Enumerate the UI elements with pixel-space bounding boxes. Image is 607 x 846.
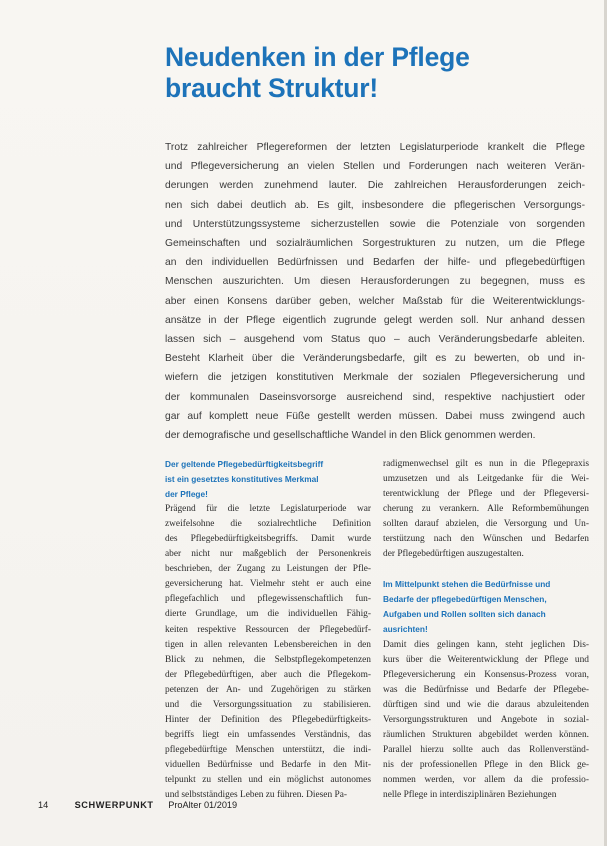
- body-line: umzusetzen und als Leitgedanke für die Wei-: [383, 474, 589, 485]
- body-line: tigen in allen relevanten Lebensbereichen in den: [165, 639, 371, 650]
- body-line: keiten respektive Ressourcen der Pflegebedürf-: [165, 624, 371, 635]
- body-line: beschrieben, der Zugang zu Leistungen der Pfle-: [165, 564, 371, 575]
- intro-line: ansätze in der Pflege eigentlich zugrunde gelegt werden soll. Nur anhand dessen: [165, 314, 585, 326]
- title-line: braucht Struktur!: [165, 73, 379, 103]
- body-line: pflegebedürftige Menschen unterstützt, die indi-: [165, 744, 371, 755]
- title-line: Neudenken in der Pflege: [165, 42, 470, 72]
- body-text-right-1: [383, 457, 589, 562]
- right-column: [383, 457, 589, 803]
- body-line: terentwicklung der Pflege und der Pflegeversi-: [383, 489, 589, 500]
- section-heading-right: [383, 577, 589, 637]
- body-line: der Pflegebedürftigen, aber auch die Pflegekom-: [165, 669, 371, 680]
- body-line: terstützung nach den Wünschen und Bedarfen: [383, 534, 589, 545]
- body-line: was die Bedürfnisse und Bedarfe der Pflegebe-: [383, 684, 589, 695]
- body-text-left: [165, 502, 371, 803]
- body-line: dürftigen sind und wie die daraus abzuleitenden: [383, 699, 589, 710]
- body-text-right-2: [383, 638, 589, 804]
- body-line: telpunkt zu stellen und ein möglichst autonomes: [165, 774, 371, 785]
- paragraph-gap: [383, 562, 589, 577]
- heading-line: der Pflege!: [165, 489, 208, 500]
- body-line: Damit dies gelingen kann, steht jeglichen Dis-: [383, 639, 589, 650]
- body-line: pflegefachlich und pflegewissenschaftlich fun-: [165, 594, 371, 605]
- body-line: zweifelsohne die sozialrechtliche Definition: [165, 519, 371, 530]
- intro-line: Besteht Klarheit über die Veränderungsbedarfe, gilt es zu bewerten, ob und in-: [165, 353, 585, 365]
- body-line: des Pflegebedürftigkeitsbegriffs. Damit wurde: [165, 534, 371, 545]
- intro-line: derungen werden zunehmend lauter. Die zahlreichen Herausforderungen zeich-: [165, 180, 585, 192]
- intro-line: der kommunalen Daseinsvorsorge ausreichend sind, respektive nachjustiert oder: [165, 391, 585, 403]
- body-line: kurs über die Weiterentwicklung der Pflege und: [383, 654, 589, 665]
- body-line: radigmenwechsel gilt es nun in die Pflegepraxis: [383, 459, 589, 469]
- section-name: SCHWERPUNKT: [74, 800, 154, 810]
- body-line: und die Versorgungssituation zu stabilisieren.: [165, 699, 371, 710]
- issue-label: ProAlter 01/2019: [168, 800, 238, 810]
- intro-line: nen sich dabei deutlich ab. Es gilt, insbesondere die pflegerischen Versorgungs-: [165, 199, 585, 211]
- body-line: cherung zu verankern. Alle Reformbemühungen: [383, 504, 589, 515]
- intro-line: und Pflegeversicherung an vielen Stellen und Forderungen nach weiteren Verän-: [165, 161, 585, 173]
- body-line: viduellen Bedürfnisse und Bedarfe in den Mit-: [165, 759, 371, 770]
- body-line: sollten darauf abzielen, die Versorgung und Un-: [383, 519, 589, 530]
- intro-line: an den individuellen Bedürfnissen und Bedarfen der hilfe- und pflegebedürftigen: [165, 257, 585, 269]
- heading-line: Im Mittelpunkt stehen die Bedürfnisse und: [383, 579, 551, 590]
- intro-line: wiefern die jetzigen konstitutiven Merkmale der sozialen Pflegeversicherung und: [165, 372, 585, 384]
- page-number: 14: [38, 800, 49, 810]
- intro-line: aber einen Konsens darüber geben, welcher Maßstab für die Weiterentwicklungs-: [165, 295, 585, 307]
- heading-line: Bedarfe der pflegebedürftigen Menschen,: [383, 594, 547, 605]
- heading-line: ausrichten!: [383, 624, 428, 635]
- body-line: Blick zu nehmen, die Selbstpflegekompetenzen: [165, 654, 371, 665]
- body-line: begriffs liegt ein umfassendes Verständnis, das: [165, 729, 371, 740]
- intro-line: Trotz zahlreicher Pflegereformen der letzten Legislaturperiode krankelt die Pflege: [165, 142, 585, 153]
- body-line: nis der professionellen Pflege in den Blick ge-: [383, 759, 589, 770]
- body-line: aber nicht nur maßgeblich der Personenkreis: [165, 549, 371, 560]
- heading-line: Aufgaben und Rollen sollten sich danach: [383, 609, 546, 620]
- body-line: Hinter der Definition des Pflegebedürftigkeits-: [165, 714, 371, 725]
- left-column: [165, 457, 371, 803]
- intro-line: der demografische und gesellschaftliche Wandel in den Blick genommen werden.: [165, 430, 536, 442]
- body-line: geversicherung hat. Vielmehr steht er auch eine: [165, 579, 371, 590]
- intro-line: Menschen auszurichten. Um diesen Herausforderungen zu begegnen, muss es: [165, 276, 585, 288]
- body-line: und selbstständiges Leben zu führen. Diesen Pa-: [165, 790, 347, 801]
- body-line: dierte Grundlage, um die individuellen Fähig-: [165, 609, 371, 620]
- intro-paragraph: [165, 138, 585, 445]
- page-footer: [38, 800, 338, 810]
- intro-line: Gemeinschaften und sozialräumlichen Sorgestrukturen zu nutzen, um die Pflege: [165, 238, 585, 250]
- body-line: nelle Pflege in interdisziplinären Beziehungen: [383, 789, 557, 800]
- intro-line: und Unterstützungssysteme sicherzustellen sowie die Potenziale von sorgenden: [165, 218, 585, 230]
- body-line: nommen werden, vor allem da die professio-: [383, 774, 589, 785]
- body-line: Parallel hierzu sollte auch das Rollenverständ-: [383, 744, 589, 755]
- intro-line: gar auf komplett neue Füße gestellt werden müssen. Dabei muss zwingend auch: [165, 410, 585, 422]
- body-line: räumlichen Strukturen abgebildet werden können.: [383, 729, 589, 740]
- article-title: [165, 42, 585, 104]
- heading-line: Der geltende Pflegebedürftigkeitsbegriff: [165, 459, 324, 469]
- body-line: Pflegeversicherung ein Konsensus-Prozess voran,: [383, 669, 589, 680]
- heading-line: ist ein gesetztes konstitutives Merkmal: [165, 474, 319, 485]
- body-line: der Pflegebedürftigen auszugestalten.: [383, 549, 524, 560]
- body-line: petenzen der An- und Zugehörigen zu stärken: [165, 684, 371, 695]
- body-line: Prägend für die letzte Legislaturperiode war: [165, 504, 371, 515]
- section-heading-left: [165, 457, 371, 502]
- intro-line: lassen sich – ausgehend vom Status quo – auch Veränderungsbedarfe ableiten.: [165, 334, 585, 346]
- body-line: Versorgungsstrukturen und Angebote in sozial-: [383, 714, 589, 725]
